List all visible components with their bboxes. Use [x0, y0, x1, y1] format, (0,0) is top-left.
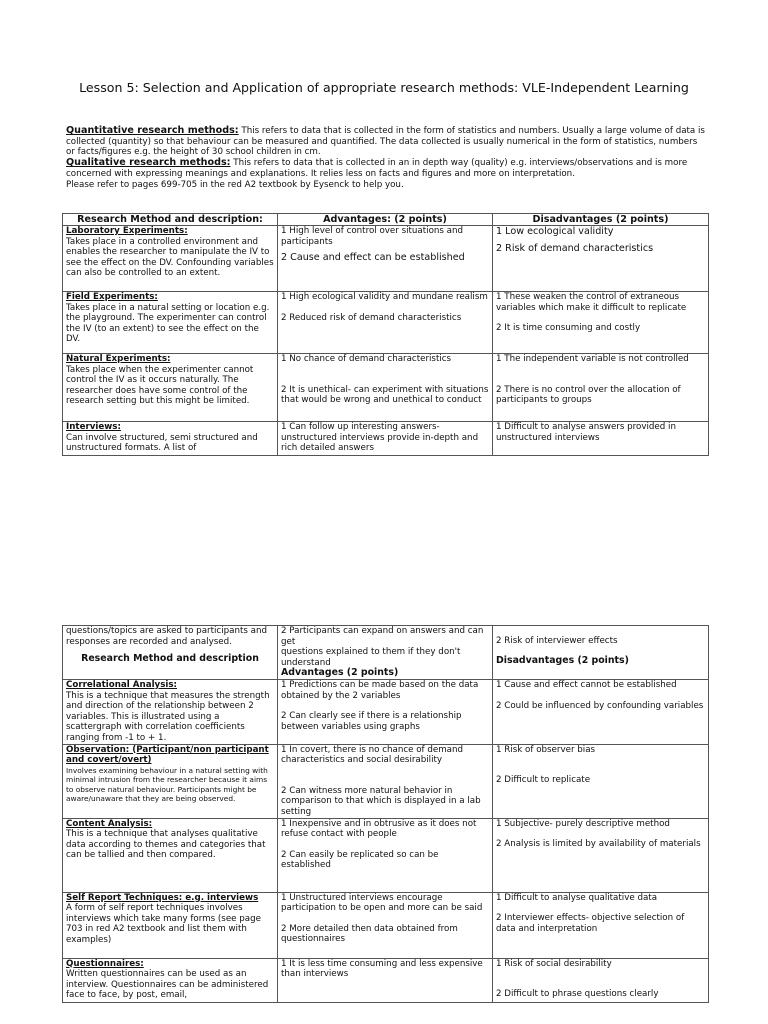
- method-name: Natural Experiments:: [66, 354, 171, 364]
- quantitative-label: Quantitative research methods:: [66, 125, 239, 136]
- advantage-2: 2 Can witness more natural behavior in comparison to that which is displayed in a lab setting: [281, 785, 481, 817]
- method-name: Self Report Techniques: e.g. interviews: [66, 892, 259, 903]
- advantage-1: 1 Predictions can be made based on the data obtained by the 2 variables: [281, 679, 479, 701]
- advantages-cell: [278, 744, 493, 818]
- method-cell: [63, 422, 278, 456]
- method-cell: [63, 958, 278, 1002]
- disadvantage-2: 2 Difficult to phrase questions clearly: [496, 989, 659, 1000]
- method-description: Takes place when the experimenter cannot control the IV as it occurs naturally. The researcher does have some control of the research setting but this might be limited.: [66, 364, 254, 407]
- disadvantage-1: 1 Cause and effect cannot be established: [496, 679, 677, 690]
- disadvantages-cell: [493, 892, 709, 958]
- advantage-2: 2 Can easily be replicated so can be established: [281, 849, 439, 871]
- advantage-1: 1 Inexpensive and in obtrusive as it does not refuse contact with people: [281, 818, 477, 840]
- intro-section: [66, 126, 706, 190]
- quantitative-text: This refers to data that is collected in the form of statistics and numbers. Usually a large volume of data is collected (quantity) so that behaviour can be measured and quantified. The data collected is usually numerical in the form of statistics, numbers or facts/figures e.g. the height of 30 school children in cm.: [66, 126, 705, 158]
- advantage-2: 2 Cause and effect can be established: [281, 252, 465, 264]
- disadvantages-cell: [493, 744, 709, 818]
- advantages-cell: [278, 892, 493, 958]
- method-name: Laboratory Experiments:: [66, 226, 188, 236]
- advantage-1: 1 In covert, there is no chance of demand characteristics and social desirability: [281, 744, 464, 766]
- research-methods-table-page2: [62, 625, 709, 1003]
- table-row: [63, 892, 709, 958]
- method-name: Field Experiments:: [66, 292, 158, 302]
- advantage-2: 2 It is unethical- can experiment with situations that would be wrong and unethical to conduct: [281, 384, 489, 406]
- advantage-2-continued: questions explained to them if they don't understand: [281, 647, 461, 668]
- disadvantages-cell: [493, 354, 709, 422]
- advantages-cell: [278, 626, 493, 680]
- advantage-1: 1 It is less time consuming and less expensive than interviews: [281, 958, 483, 980]
- method-description: Can involve structured, semi structured and unstructured formats. A list of: [66, 432, 258, 454]
- advantages-cell: [278, 354, 493, 422]
- method-description: This is a technique that analyses qualitative data according to themes and categories that can be tallied and then compared.: [66, 829, 266, 861]
- method-cell: [63, 226, 278, 292]
- advantage-1: 1 High level of control over situations and participants: [281, 226, 464, 247]
- header-advantages: Advantages: (2 points): [278, 214, 493, 226]
- method-cell: [63, 626, 278, 680]
- disadvantages-cell: [493, 679, 709, 744]
- table-row: [63, 818, 709, 892]
- method-name: Interviews:: [66, 422, 121, 432]
- advantage-1: 1 No chance of demand characteristics: [281, 354, 452, 364]
- disadvantage-2: 2 Interviewer effects- objective selection of data and interpretation: [496, 913, 685, 934]
- method-cell: [63, 679, 278, 744]
- textbook-reference: Please refer to pages 699-705 in the red A2 textbook by Eysenck to help you.: [66, 179, 404, 190]
- disadvantages-cell: [493, 958, 709, 1002]
- header-disadvantages: Disadvantages (2 points): [496, 654, 629, 666]
- table-row: [63, 744, 709, 818]
- method-description: Takes place in a natural setting or location e.g. the playground. The experimenter can control the IV (to an extent) to see the effect on the DV.: [66, 302, 270, 345]
- table-row: [63, 354, 709, 422]
- advantages-cell: [278, 818, 493, 892]
- advantages-cell: [278, 958, 493, 1002]
- method-description-continued: questions/topics are asked to participants and responses are recorded and analysed.: [66, 626, 267, 647]
- advantage-1: 1 High ecological validity and mundane realism: [281, 292, 488, 302]
- disadvantage-1: 1 Difficult to analyse qualitative data: [496, 892, 658, 903]
- method-cell: [63, 354, 278, 422]
- disadvantages-cell: [493, 292, 709, 354]
- disadvantage-1: 1 Low ecological validity: [496, 226, 614, 237]
- method-description: This is a technique that measures the strength and direction of the relationship between 2 variables. This is illustrated using a scattergraph with correlation coefficients ranging from -1 to + 1.: [66, 690, 270, 743]
- advantages-cell: [278, 226, 493, 292]
- method-name: Correlational Analysis:: [66, 679, 177, 690]
- advantage-2: 2 Participants can expand on answers and can get: [281, 626, 484, 647]
- disadvantage-1: 1 The independent variable is not controlled: [496, 354, 689, 364]
- advantage-1: 1 Can follow up interesting answers- unstructured interviews provide in-depth and rich detailed answers: [281, 422, 479, 454]
- disadvantages-cell: [493, 226, 709, 292]
- disadvantage-2: 2 Risk of interviewer effects: [496, 636, 618, 646]
- table-row: [63, 226, 709, 292]
- table-row: [63, 958, 709, 1002]
- disadvantage-1: 1 Subjective- purely descriptive method: [496, 818, 670, 829]
- disadvantage-2: 2 Analysis is limited by availability of materials: [496, 839, 701, 850]
- disadvantage-2: 2 Could be influenced by confounding variables: [496, 700, 704, 711]
- research-methods-table-page1: [62, 213, 709, 456]
- table-row: [63, 422, 709, 456]
- qualitative-label: Qualitative research methods:: [66, 157, 231, 169]
- method-name: Observation: (Participant/non participant and covert/overt): [66, 744, 269, 766]
- disadvantages-cell: [493, 818, 709, 892]
- disadvantages-cell: [493, 626, 709, 680]
- disadvantage-2: 2 It is time consuming and costly: [496, 323, 641, 334]
- header-advantages: Advantages (2 points): [281, 667, 399, 679]
- table-row-continued: [63, 626, 709, 680]
- header-method: Research Method and description: [81, 653, 259, 665]
- advantage-2: 2 More detailed then data obtained from questionnaires: [281, 923, 458, 945]
- table-header-row: [63, 214, 709, 226]
- table-row: [63, 679, 709, 744]
- disadvantage-2: 2 There is no control over the allocation of participants to groups: [496, 384, 681, 406]
- method-name: Content Analysis:: [66, 818, 153, 829]
- advantages-cell: [278, 422, 493, 456]
- advantage-1: 1 Unstructured interviews encourage participation to be open and more can be said: [281, 892, 483, 914]
- disadvantage-1: 1 Risk of observer bias: [496, 744, 596, 755]
- table-row: [63, 292, 709, 354]
- document-title: Lesson 5: Selection and Application of appropriate research methods: VLE-Independent Learning: [79, 80, 689, 95]
- disadvantages-cell: [493, 422, 709, 456]
- advantage-2: 2 Can clearly see if there is a relationship between variables using graphs: [281, 711, 462, 732]
- disadvantage-2: 2 Difficult to replicate: [496, 775, 591, 786]
- method-description: Takes place in a controlled environment and enables the researcher to manipulate the IV to see the effect on the DV. Confounding variables can also be controlled to an extent.: [66, 236, 274, 279]
- advantages-cell: [278, 679, 493, 744]
- method-cell: [63, 744, 278, 818]
- method-description: Written questionnaires can be used as an interview. Questionnaires can be administered face to face, by post, email,: [66, 969, 269, 1001]
- method-description: A form of self report techniques involves interviews which take many forms (see page 703 in red A2 textbook and list them with examples): [66, 903, 261, 945]
- method-cell: [63, 892, 278, 958]
- advantage-2: 2 Reduced risk of demand characteristics: [281, 312, 462, 323]
- disadvantage-1: 1 Risk of social desirability: [496, 958, 612, 969]
- method-name: Questionnaires:: [66, 958, 144, 969]
- advantages-cell: [278, 292, 493, 354]
- header-disadvantages: Disadvantages (2 points): [493, 214, 709, 226]
- disadvantage-1: 1 These weaken the control of extraneous variables which make it difficult to replicate: [496, 292, 687, 313]
- method-cell: [63, 292, 278, 354]
- disadvantage-1: 1 Difficult to analyse answers provided in unstructured interviews: [496, 422, 676, 443]
- disadvantage-2: 2 Risk of demand characteristics: [496, 243, 654, 254]
- method-cell: [63, 818, 278, 892]
- header-method: Research Method and description:: [63, 214, 278, 226]
- method-description: Involves examining behaviour in a natural setting with minimal intrusion from the researcher because it aims to observe natural behaviour. Participants might be aware/unaware that they are being observed.: [66, 765, 268, 803]
- qualitative-text: This refers to data that is collected in an in depth way (quality) e.g. interviews/observations and is more concerned with expressing meanings and explanations. It relies less on facts and figures and more on interpretation.: [66, 158, 688, 179]
